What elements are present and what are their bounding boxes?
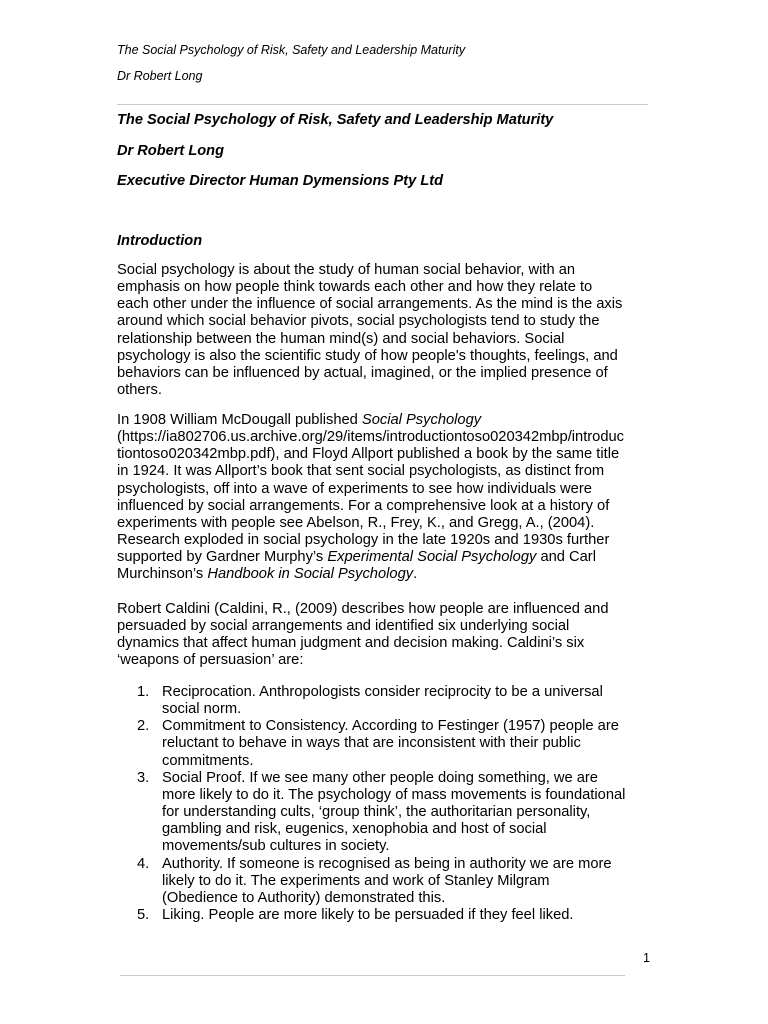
paragraph-line: tiontoso020342mbp.pdf), and Floyd Allport published a book by the same title	[117, 446, 620, 463]
list-item-line: Liking. People are more likely to be persuaded if they feel liked.	[162, 907, 574, 924]
paragraph-line: others.	[117, 382, 162, 399]
footer-divider	[120, 975, 625, 976]
list-item	[117, 907, 657, 924]
paragraph-history	[117, 412, 653, 584]
book-title-handbook-in-social-psychology: Handbook in Social Psychology	[207, 566, 414, 583]
list-item-line: Reciprocation. Anthropologists consider reciprocity to be a universal	[162, 684, 603, 700]
paragraph-line: influenced by social arrangements. For a comprehensive look at a history of	[117, 497, 610, 514]
list-item-line: Social Proof. If we see many other people doing something, we are	[162, 769, 598, 786]
paragraph-line: Research exploded in social psychology in the late 1920s and 1930s further	[117, 532, 610, 549]
list-item-number: 1.	[137, 684, 150, 700]
list-item-number: 3.	[137, 769, 150, 786]
paragraph-text: supported by Gardner Murphy’s	[117, 549, 328, 566]
paragraph-text: .	[413, 566, 418, 583]
paragraph-line: emphasis on how people think towards each other and how they relate to	[117, 279, 593, 296]
section-heading-introduction: Introduction	[117, 233, 203, 249]
list-item	[117, 856, 657, 907]
paragraph-caldini	[117, 601, 653, 670]
paragraph-line: relationship between the human mind(s) and social behaviors. Social	[117, 330, 565, 347]
book-title-experimental-social-psychology: Experimental Social Psychology	[327, 549, 537, 566]
running-header-title: The Social Psychology of Risk, Safety and Leadership Maturity	[117, 43, 466, 57]
paragraph-line: Social psychology is about the study of human social behavior, with an	[117, 262, 576, 278]
paragraph-line: Robert Caldini (Caldini, R., (2009) describes how people are influenced and	[117, 601, 609, 617]
header-divider	[117, 104, 648, 105]
paragraph-line: behaviors can be influenced by actual, imagined, or the implied presence of	[117, 364, 608, 381]
list-item-line: Authority. If someone is recognised as being in authority we are more	[162, 855, 612, 872]
list-item-line: (Obedience to Authority) demonstrated this.	[162, 889, 446, 906]
list-item-number: 5.	[137, 907, 150, 924]
list-item-line: for understanding cults, ‘group think’, the authoritarian personality,	[162, 804, 591, 821]
paragraph-text: and Carl	[536, 549, 596, 566]
paragraph-intro	[117, 262, 653, 399]
paragraph-line: psychology is also the scientific study of how people's thoughts, feelings, and	[117, 347, 618, 364]
paragraph-line: psychologists, off into a wave of experiments to see how individuals were	[117, 480, 592, 497]
list-item	[117, 684, 657, 718]
weapons-of-persuasion-list	[117, 684, 657, 924]
paragraph-line: experiments with people see Abelson, R., Frey, K., and Gregg, A., (2004).	[117, 514, 595, 531]
paragraph-line: persuaded by social arrangements and identified six underlying social	[117, 618, 570, 635]
paragraph-line: dynamics that affect human judgment and decision making. Caldini’s six	[117, 635, 585, 652]
list-item-line: likely to do it. The experiments and work of Stanley Milgram	[162, 872, 550, 889]
book-title-social-psychology: Social Psychology	[361, 412, 482, 428]
page-number: 1	[643, 951, 650, 965]
list-item-line: more likely to do it. The psychology of mass movements is foundational	[162, 786, 626, 803]
paragraph-line: around which social behavior pivots, social psychologists tend to study the	[117, 313, 600, 330]
list-item-number: 2.	[137, 718, 150, 735]
list-item	[117, 770, 657, 856]
list-item-line: reluctant to behave in ways that are inconsistent with their public	[162, 735, 581, 752]
document-affiliation: Executive Director Human Dymensions Pty Ltd	[117, 173, 444, 189]
paragraph-text: Murchinson’s	[117, 566, 208, 583]
list-item-line: movements/sub cultures in society.	[162, 838, 390, 855]
list-item-line: Commitment to Consistency. According to Festinger (1957) people are	[162, 718, 619, 735]
list-item-line: gambling and risk, eugenics, xenophobia and host of social	[162, 821, 547, 838]
paragraph-line: in 1924. It was Allport’s book that sent social psychologists, as distinct from	[117, 463, 605, 480]
list-item-line: social norm.	[162, 701, 242, 718]
list-item-line: commitments.	[162, 752, 254, 769]
document-author: Dr Robert Long	[117, 143, 225, 159]
running-header-author: Dr Robert Long	[117, 69, 203, 83]
archive-link-text: (https://ia802706.us.archive.org/29/items/introductiontoso020342mbp/introduc	[117, 429, 625, 446]
document-title: The Social Psychology of Risk, Safety and Leadership Maturity	[117, 112, 554, 128]
list-item	[117, 718, 657, 769]
list-item-number: 4.	[137, 855, 150, 872]
paragraph-line: ‘weapons of persuasion’ are:	[117, 652, 304, 669]
paragraph-text: In 1908 William McDougall published	[117, 412, 362, 428]
paragraph-line: each other under the influence of social arrangements. As the mind is the axis	[117, 296, 623, 313]
